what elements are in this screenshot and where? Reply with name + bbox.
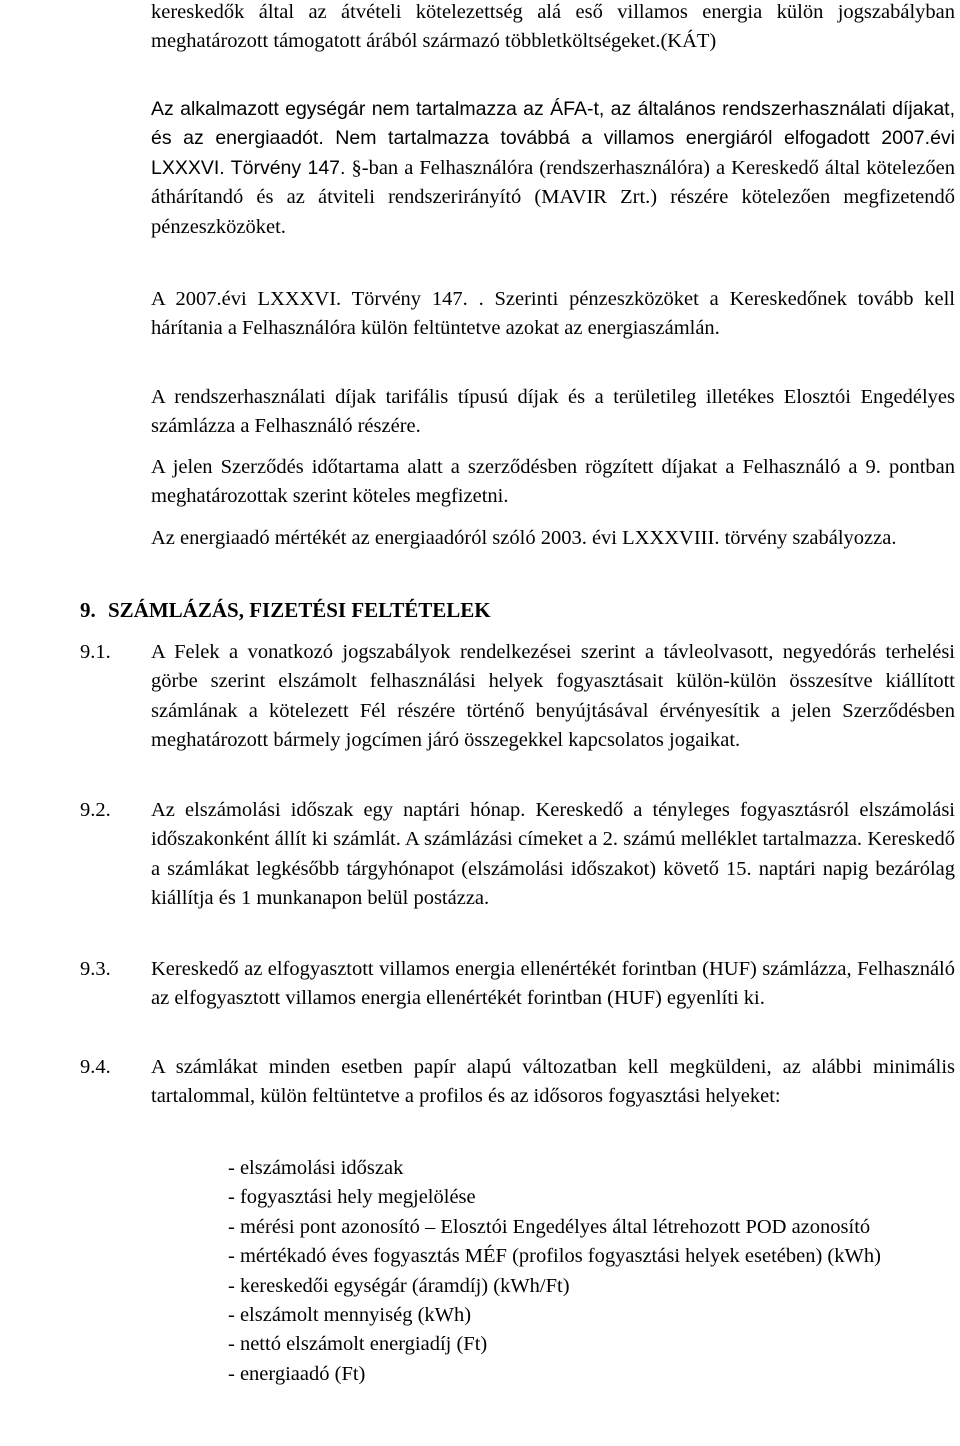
- paragraph-unit-price: [151, 95, 955, 242]
- item-text-9-4: A számlákat minden esetben papír alapú változatban kell megküldeni, az alábbi minimális tartalommal, külön feltüntetve a profilos és az idősoros fogyasztási helyeket:: [151, 1056, 955, 1108]
- list-item: - elszámolt mennyiség (kWh): [228, 1304, 472, 1327]
- item-text-9-1: A Felek a vonatkozó jogszabályok rendelkezései szerint a távleolvasott, negyedórás terhelési görbe szerint elszámolt felhasználási helyek fogyasztásait külön-külön összesítve kiállított számlának a kötelezett Fél részére történő benyújtásával érvényesítik a jelen Szerződésben meghatározott bármely jogcímen járó összegekkel kapcsolatos jogaikat.: [151, 641, 955, 752]
- item-text-9-3: Kereskedő az elfogyasztott villamos energia ellenértékét forintban (HUF) számlázza, Felhasználó az elfogyasztott villamos energia ellenértékét forintban (HUF) egyenlíti ki.: [151, 958, 955, 1010]
- item-number-9-1: 9.1.: [80, 641, 111, 663]
- item-number-9-2: 9.2.: [80, 799, 111, 821]
- paragraph-contract-fees: A jelen Szerződés időtartama alatt a szerződésben rögzített díjakat a Felhasználó a 9. pontban meghatározottak szerint köteles megfizetni.: [151, 456, 955, 508]
- list-item: - mértékadó éves fogyasztás MÉF (profilos fogyasztási helyek esetében) (kWh): [228, 1245, 881, 1268]
- list-item: - nettó elszámolt energiadíj (Ft): [228, 1333, 488, 1356]
- item-number-9-3: 9.3.: [80, 958, 111, 980]
- paragraph-kat: kereskedők által az átvételi kötelezettség alá eső villamos energia külön jogszabályban meghatározott támogatott árából származó többletköltségeket.(KÁT): [151, 1, 955, 53]
- list-item: - fogyasztási hely megjelölése: [228, 1186, 476, 1209]
- list-item: - mérési pont azonosító – Elosztói Engedélyes által létrehozott POD azonosító: [228, 1215, 871, 1238]
- paragraph-unit-price-part1: Az alkalmazott egységár nem tartalmazza az ÁFA-t, az általános rendszerhasználati díjakat, és az energiaadót. Nem tartalmazza továbbá a villamos energiáról elfogadott 2007.évi LXXXVI. Törvény 147.: [151, 98, 955, 179]
- section-heading: [80, 595, 491, 625]
- paragraph-funds: A 2007.évi LXXXVI. Törvény 147. . Szerinti pénzeszközöket a Kereskedőnek tovább kell hárítania a Felhasználóra külön feltüntetve azokat az energiaszámlán.: [151, 288, 955, 340]
- paragraph-system-fees: A rendszerhasználati díjak tarifális típusú díjak és a területileg illetékes Elosztói Engedélyes számlázza a Felhasználó részére.: [151, 386, 955, 438]
- section-number: 9.: [80, 598, 96, 622]
- item-number-9-4: 9.4.: [80, 1056, 111, 1078]
- paragraph-unit-price-part2: §-ban a Felhasználóra (rendszerhasználóra) a Kereskedő által kötelezően áthárítandó és az átviteli rendszerirányító (MAVIR Zrt.) részére kötelezően megfizetendő pénzeszközöket.: [151, 156, 955, 238]
- section-title: SZÁMLÁZÁS, FIZETÉSI FELTÉTELEK: [108, 598, 491, 622]
- list-item: - elszámolási időszak: [228, 1157, 404, 1179]
- invoice-content-list: [228, 1154, 956, 1389]
- list-item: - energiaadó (Ft): [228, 1362, 366, 1385]
- paragraph-energy-tax: Az energiaadó mértékét az energiaadóról szóló 2003. évi LXXXVIII. törvény szabályozza.: [151, 527, 897, 549]
- list-item: - kereskedői egységár (áramdíj) (kWh/Ft): [228, 1274, 570, 1297]
- item-text-9-2: Az elszámolási időszak egy naptári hónap. Kereskedő a tényleges fogyasztásról elszámolási időszakonként állít ki számlát. A számlázási címeket a 2. számú melléklet tartalmazza. Kereskedő a számlákat legkésőbb tárgyhónapot (elszámolási időszakot) követő 15. naptári napig bezárólag kiállítja és 1 munkanapon belül postázza.: [151, 799, 955, 910]
